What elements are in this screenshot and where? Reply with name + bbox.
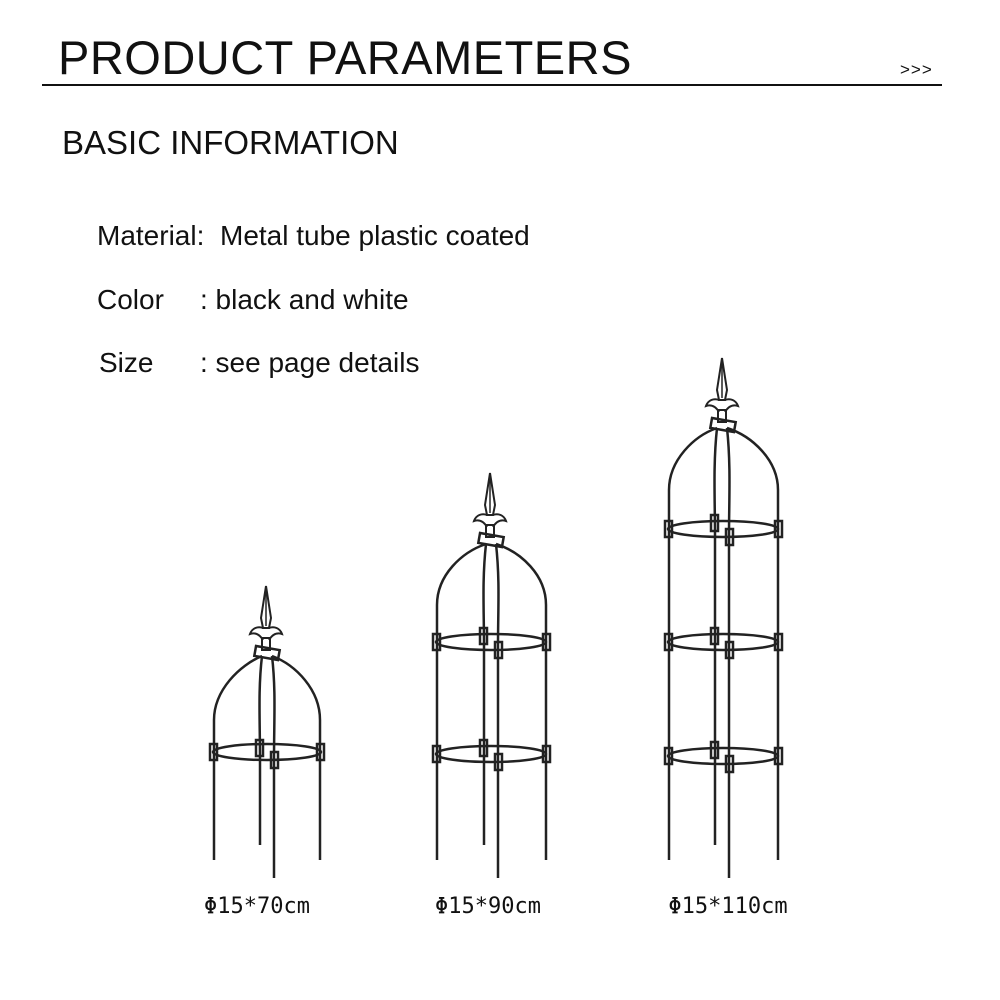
size-label-70cm: Φ15*70cm (204, 894, 310, 919)
spec-value: : black and white (200, 284, 409, 315)
section-title: BASIC INFORMATION (62, 124, 399, 161)
spec-value: Metal tube plastic coated (220, 220, 530, 251)
trellis-70cm (210, 586, 324, 878)
next-arrows[interactable]: >>> (900, 60, 933, 79)
spec-value: : see page details (200, 347, 420, 378)
spec-label: Material: (97, 220, 205, 251)
spec-label: Size (99, 347, 154, 378)
size-label-110cm: Φ15*110cm (668, 894, 788, 919)
spec-label: Color (97, 284, 164, 315)
page-title: PRODUCT PARAMETERS (58, 31, 632, 84)
trellis-110cm (665, 358, 782, 878)
size-label-90cm: Φ15*90cm (435, 894, 541, 919)
trellis-90cm (433, 473, 550, 878)
